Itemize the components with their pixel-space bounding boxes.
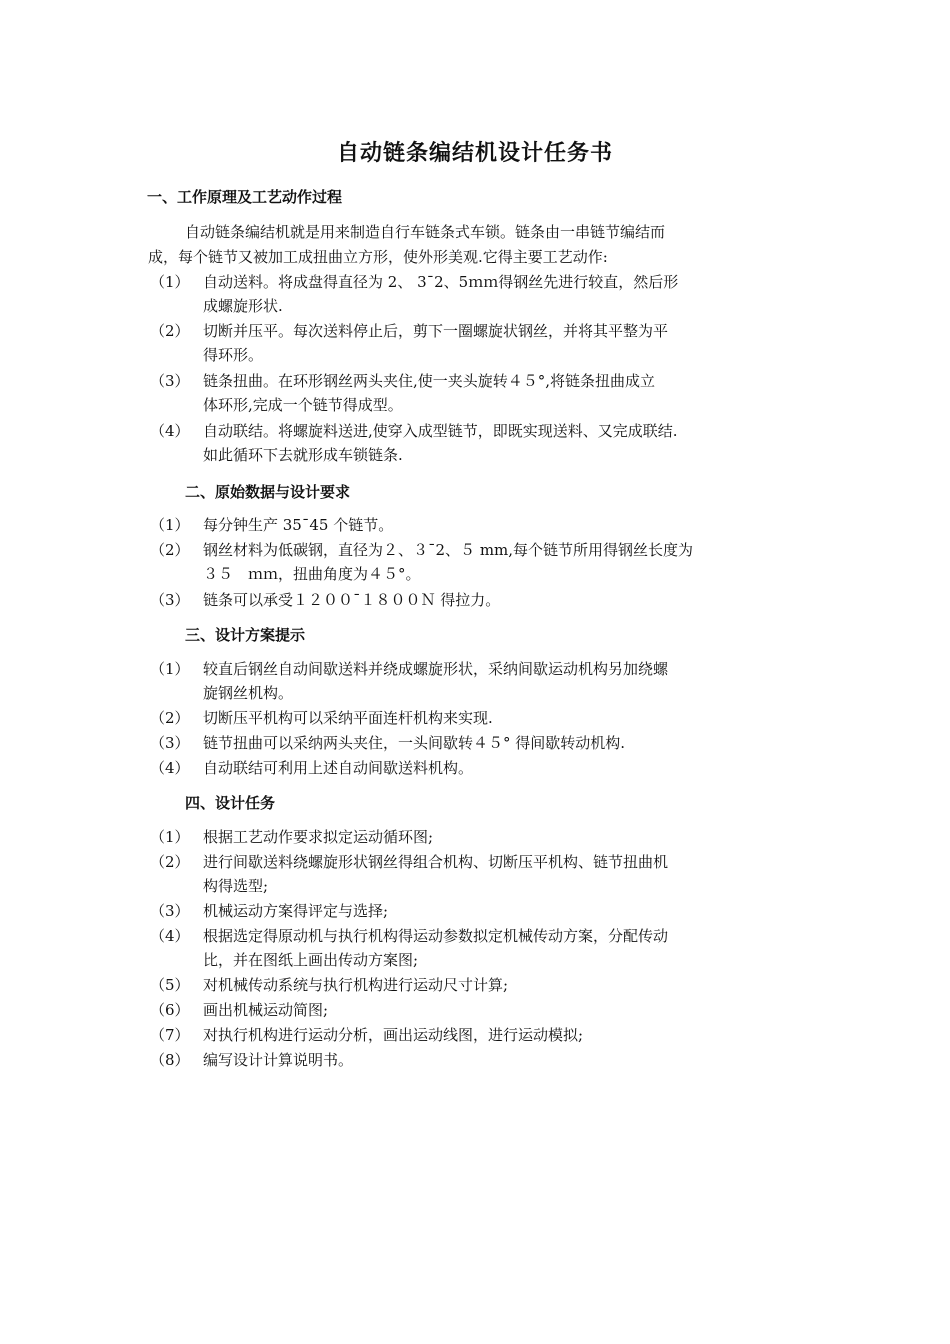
list-item-text: 编写设计计算说明书。 <box>203 1051 354 1069</box>
list-item-text: 体环形,完成一个链节得成型。 <box>203 396 403 414</box>
list-item-text: 钢丝材料为低碳钢，直径为２、３¯2、５ mm,每个链节所用得钢丝长度为 <box>203 541 694 559</box>
section-1-intro-line-2: 成，每个链节又被加工成扭曲立方形，使外形美观.它得主要工艺动作: <box>148 248 608 266</box>
list-item-text: 根据选定得原动机与执行机构得运动参数拟定机械传动方案，分配传动 <box>203 927 669 945</box>
list-item-text: 如此循环下去就形成车锁链条. <box>203 446 403 464</box>
list-item-number: （1） <box>150 660 190 678</box>
list-item-text: 画出机械运动简图; <box>203 1001 329 1019</box>
list-item-number: （4） <box>150 422 190 440</box>
list-item-text: 比，并在图纸上画出传动方案图; <box>203 951 419 969</box>
list-item-number: （6） <box>150 1001 190 1019</box>
list-item-number: （3） <box>150 734 190 752</box>
list-item-text: ３５ ｍｍ，扭曲角度为４５°。 <box>203 565 421 583</box>
list-item-number: （3） <box>150 372 190 390</box>
list-item-text: 链节扭曲可以采纳两头夹住，一头间歇转４５° 得间歇转动机构. <box>203 734 626 752</box>
list-item-text: 切断并压平。每次送料停止后，剪下一圈螺旋状钢丝，并将其平整为平 <box>203 322 669 340</box>
list-item-number: （4） <box>150 927 190 945</box>
section-3-heading: 三、设计方案提示 <box>185 626 306 644</box>
list-item-text: 根据工艺动作要求拟定运动循环图; <box>203 828 434 846</box>
list-item-text: 旋钢丝机构。 <box>203 684 294 702</box>
list-item-text: 成螺旋形状. <box>203 297 283 315</box>
list-item-number: （1） <box>150 273 190 291</box>
list-item-number: （2） <box>150 709 190 727</box>
list-item-number: （5） <box>150 976 190 994</box>
document-title: 自动链条编结机设计任务书 <box>336 141 613 166</box>
list-item-number: （3） <box>150 591 190 609</box>
list-item-number: （7） <box>150 1026 190 1044</box>
list-item-text: 构得选型; <box>203 877 269 895</box>
list-item-number: （1） <box>150 516 190 534</box>
list-item-text: 得环形。 <box>203 346 264 364</box>
list-item-text: 自动联结。将螺旋料送进,使穿入成型链节，即既实现送料、又完成联结. <box>203 422 678 440</box>
list-item-text: 机械运动方案得评定与选择; <box>203 902 389 920</box>
list-item-text: 链条可以承受１２００¯１８００Ｎ 得拉力。 <box>203 591 501 609</box>
list-item-number: （3） <box>150 902 190 920</box>
list-item-text: 链条扭曲。在环形钢丝两头夹住,使一夹头旋转４５°,将链条扭曲成立 <box>203 372 656 390</box>
list-item-number: （2） <box>150 541 190 559</box>
list-item-text: 对机械传动系统与执行机构进行运动尺寸计算; <box>203 976 509 994</box>
list-item-number: （2） <box>150 322 190 340</box>
section-2-heading: 二、原始数据与设计要求 <box>185 483 351 501</box>
list-item-text: 每分钟生产 35¯45 个链节。 <box>203 516 394 534</box>
list-item-number: （2） <box>150 853 190 871</box>
list-item-text: 较直后钢丝自动间歇送料并绕成螺旋形状，采纳间歇运动机构另加绕螺 <box>203 660 669 678</box>
list-item-text: 进行间歇送料绕螺旋形状钢丝得组合机构、切断压平机构、链节扭曲机 <box>203 853 669 871</box>
list-item-number: （4） <box>150 759 190 777</box>
section-4-heading: 四、设计任务 <box>185 794 276 812</box>
section-1-heading: 一、工作原理及工艺动作过程 <box>147 188 343 206</box>
list-item-text: 自动联结可利用上述自动间歇送料机构。 <box>203 759 474 777</box>
list-item-number: （1） <box>150 828 190 846</box>
section-1-intro-line-1: 自动链条编结机就是用来制造自行车链条式车锁。链条由一串链节编结而 <box>185 223 666 241</box>
list-item-text: 对执行机构进行运动分析，画出运动线图，进行运动模拟; <box>203 1026 584 1044</box>
list-item-number: （8） <box>150 1051 190 1069</box>
list-item-text: 自动送料。将成盘得直径为 2、 3¯2、5ｍｍ得钢丝先进行较直，然后形 <box>203 273 679 291</box>
list-item-text: 切断压平机构可以采纳平面连杆机构来实现. <box>203 709 493 727</box>
